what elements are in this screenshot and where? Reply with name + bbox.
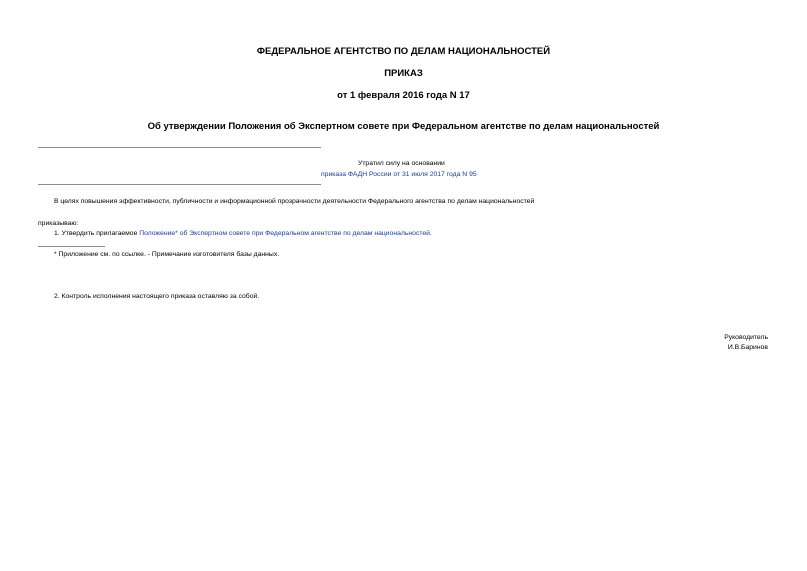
signatory-position: Руководитель — [724, 334, 768, 341]
item-1 — [54, 230, 432, 237]
order-word: приказываю: — [38, 220, 79, 227]
item-1-prefix: 1. Утвердить прилагаемое — [54, 230, 140, 237]
signatory-name: И.В.Баринов — [727, 344, 768, 351]
document-title: Об утверждении Положения об Экспертном совете при Федеральном агентстве по делам национальностей — [147, 121, 660, 132]
footnote-divider — [38, 246, 105, 247]
status-text: Утратил силу на основании — [358, 160, 445, 167]
document-date-number: от 1 февраля 2016 года N 17 — [337, 90, 470, 101]
agency-name: ФЕДЕРАЛЬНОЕ АГЕНТСТВО ПО ДЕЛАМ НАЦИОНАЛЬНОСТЕЙ — [256, 46, 551, 57]
footnote-text: * Приложение см. по ссылке. - Примечание изготовителя базы данных. — [54, 251, 280, 258]
item-2: 2. Контроль исполнения настоящего приказа оставляю за собой. — [54, 293, 260, 300]
regulation-link[interactable]: Положение* об Экспертном совете при Федеральном агентстве по делам национальностей. — [139, 230, 432, 237]
document-type: ПРИКАЗ — [384, 68, 423, 79]
preamble-text: В целях повышения эффективности, публичности и информационной прозрачности деятельности Федерального агентства по делам национальностей — [54, 198, 535, 205]
status-repeal-link[interactable]: приказа ФАДН России от 31 июля 2017 года N 95 — [321, 171, 477, 178]
status-divider-bottom — [38, 184, 321, 185]
status-divider-top — [38, 147, 321, 148]
